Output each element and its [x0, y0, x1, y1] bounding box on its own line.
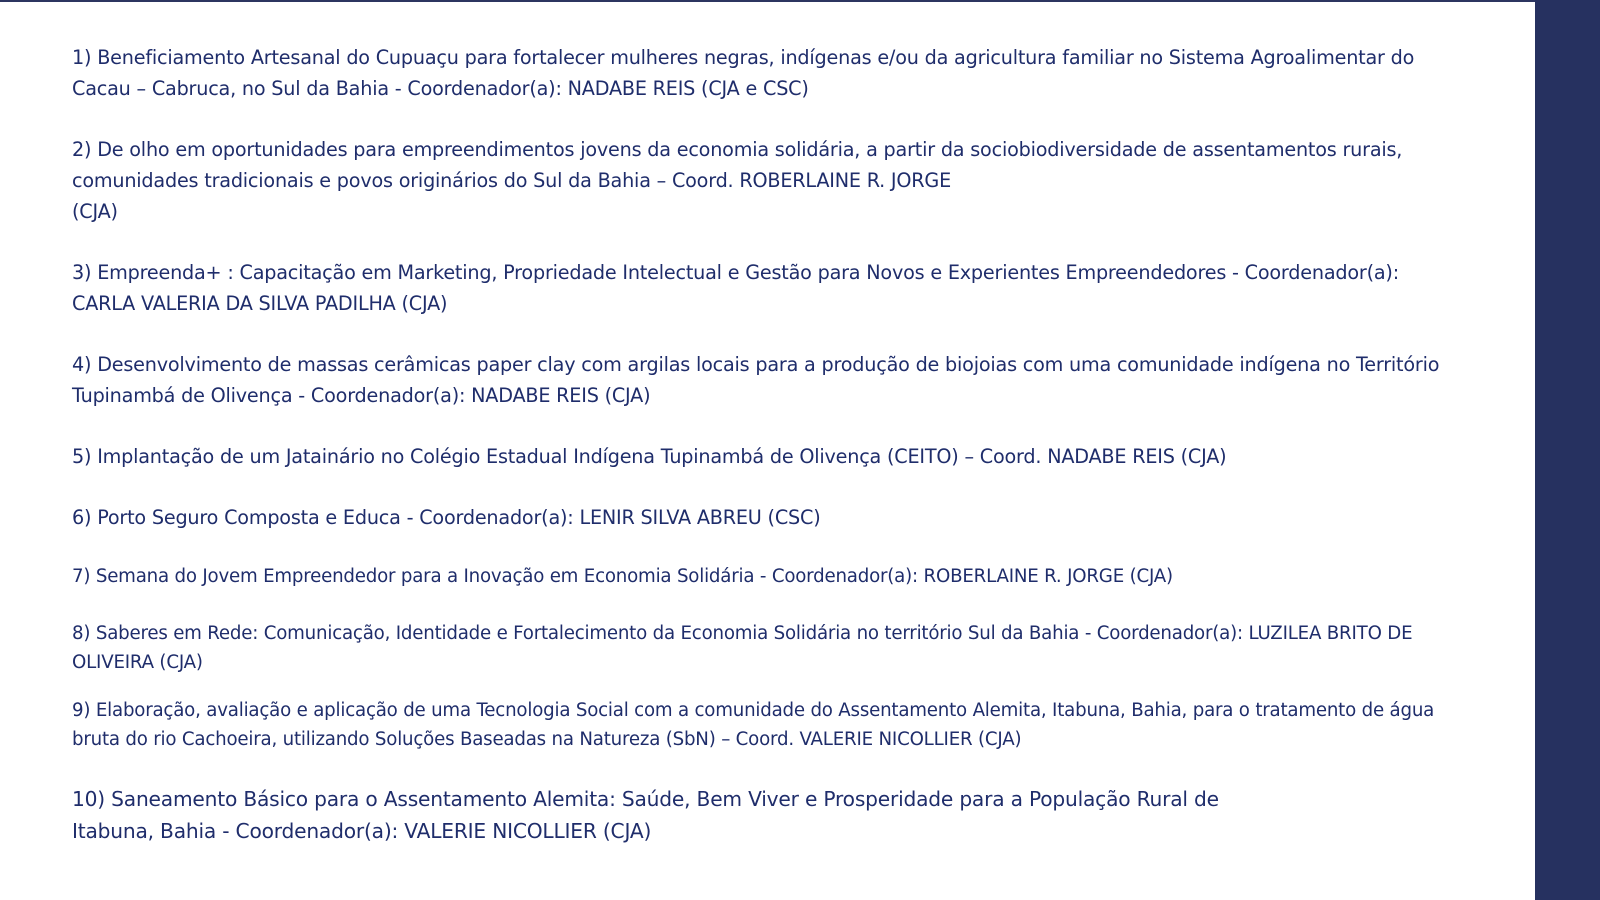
- project-5-line-1: 5) Implantação de um Jatainário no Colégio Estadual Indígena Tupinambá de Olivença (CEITO) – Coord. NADABE REIS (CJA): [72, 445, 1227, 468]
- project-4-line-2: Tupinambá de Olivença - Coordenador(a): NADABE REIS (CJA): [72, 384, 651, 407]
- project-1-line-1: 1) Beneficiamento Artesanal do Cupuaçu para fortalecer mulheres negras, indígenas e/ou da agricultura familiar no Sistema Agroalimentar do: [72, 46, 1415, 69]
- project-7-line-1: 7) Semana do Jovem Empreendedor para a Inovação em Economia Solidária - Coordenador(a): ROBERLAINE R. JORGE (CJA): [72, 566, 1173, 587]
- project-3-line-1: 3) Empreenda+ : Capacitação em Marketing, Propriedade Intelectual e Gestão para Novos e Experientes Empreendedores - Coordenador(a):: [72, 261, 1399, 284]
- project-2-line-1: 2) De olho em oportunidades para empreendimentos jovens da economia solidária, a partir da sociobiodiversidade de assentamentos rurais,: [72, 138, 1403, 161]
- project-3-line-2: CARLA VALERIA DA SILVA PADILHA (CJA): [72, 292, 448, 315]
- project-6-line-1: 6) Porto Seguro Composta e Educa - Coordenador(a): LENIR SILVA ABREU (CSC): [72, 506, 821, 529]
- project-item-9: [72, 696, 1492, 754]
- project-2-line-2: comunidades tradicionais e povos originários do Sul da Bahia – Coord. ROBERLAINE R. JORGE: [72, 169, 952, 192]
- project-10-line-1: 10) Saneamento Básico para o Assentamento Alemita: Saúde, Bem Viver e Prosperidade para a População Rural de: [72, 787, 1219, 811]
- project-8-line-1: 8) Saberes em Rede: Comunicação, Identidade e Fortalecimento da Economia Solidária no território Sul da Bahia - Coordenador(a): LUZILEA BRITO DE: [72, 623, 1413, 644]
- project-9-line-1: 9) Elaboração, avaliação e aplicação de uma Tecnologia Social com a comunidade do Assentamento Alemita, Itabuna, Bahia, para o tratamento de água: [72, 700, 1435, 721]
- project-item-8: [72, 619, 1492, 677]
- project-item-10: [72, 783, 1492, 847]
- project-item-4: [72, 349, 1492, 411]
- project-2-line-3: (CJA): [72, 200, 118, 223]
- top-divider: [0, 0, 1535, 2]
- project-list: [72, 42, 1492, 847]
- project-9-line-2: bruta do rio Cachoeira, utilizando Soluções Baseadas na Natureza (SbN) – Coord. VALERIE NICOLLIER (CJA): [72, 729, 1022, 750]
- project-item-7: [72, 562, 1492, 592]
- project-item-6: [72, 502, 1492, 533]
- project-8-line-2: OLIVEIRA (CJA): [72, 652, 203, 673]
- project-4-line-1: 4) Desenvolvimento de massas cerâmicas paper clay com argilas locais para a produção de biojoias com uma comunidade indígena no Território: [72, 353, 1440, 376]
- project-item-2: [72, 134, 1492, 227]
- project-10-line-2: Itabuna, Bahia - Coordenador(a): VALERIE NICOLLIER (CJA): [72, 819, 652, 843]
- project-1-line-2: Cacau – Cabruca, no Sul da Bahia - Coordenador(a): NADABE REIS (CJA e CSC): [72, 77, 809, 100]
- project-item-3: [72, 257, 1492, 319]
- project-item-1: [72, 42, 1492, 104]
- project-item-5: [72, 441, 1492, 472]
- right-accent-bar: [1535, 0, 1600, 900]
